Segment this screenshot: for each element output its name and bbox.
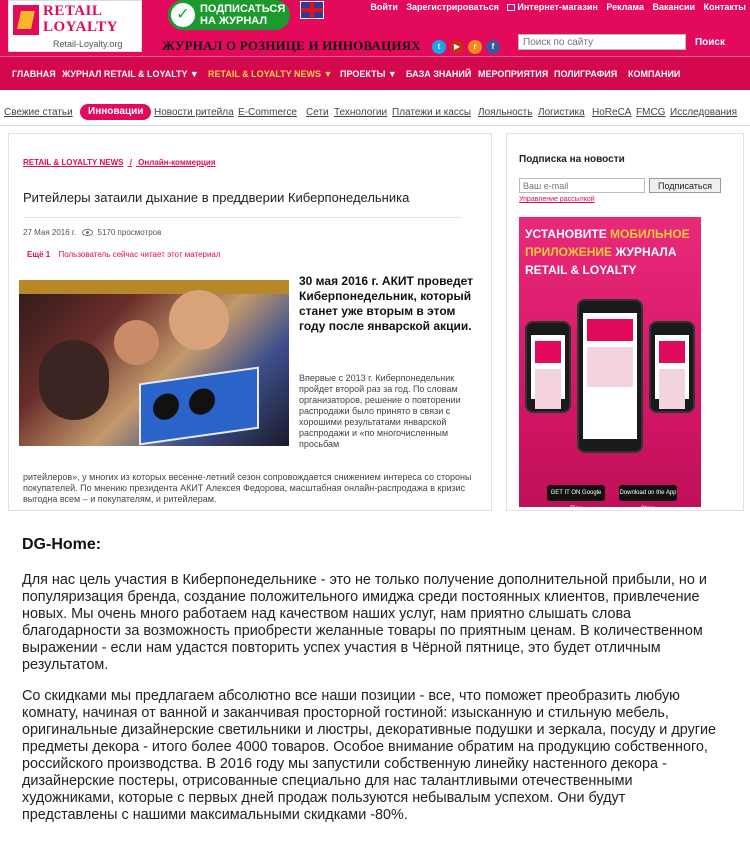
ad-word-install: УСТАНОВИТЕ <box>525 227 607 241</box>
cat-tech[interactable]: Технологии <box>334 107 388 118</box>
login-link[interactable]: Войти <box>370 2 398 12</box>
email-field[interactable] <box>519 178 645 193</box>
cat-research[interactable]: Исследования <box>670 107 738 118</box>
category-nav <box>0 100 750 126</box>
logo-site-url: Retail-Loyalty.org <box>53 39 123 49</box>
cat-horeca[interactable]: HoReCA <box>592 107 632 118</box>
site-logo[interactable] <box>8 0 142 52</box>
top-links <box>364 2 746 12</box>
paragraph-1: Для нас цель участия в Киберпонедельнике - это не только получение дополнительной прибыли, но и популяризация бренда, создание положительного имиджа среди постоянных клиентов, привлечение новых. Мы очень много работаем над качеством наших услуг, нам приятно слышать слова благодарности за возможность приобрести желанные товары по приятным ценам. В количественном выражении - если нам удастся повторить успех участия в Чёрной пятнице, это будет отличным результатом. <box>22 572 707 673</box>
site-tagline: ЖУРНАЛ О РОЗНИЦЕ И ИННОВАЦИЯХ <box>162 38 421 53</box>
shop-link[interactable] <box>507 2 597 12</box>
article-date: 27 Мая 2016 г. <box>23 228 77 237</box>
readers-count: Ещё 1 <box>27 250 51 259</box>
cat-logistics[interactable]: Логистика <box>538 107 585 118</box>
phone-image-center <box>577 299 643 453</box>
article-meta <box>23 228 161 237</box>
article-body: Впервые с 2013 г. Киберпонедельник пройдет второй раз за год. По словам организаторов, решение о повторении распродажи было принято в связи с хорошими результатами январской распродажи и «по многочисленным просьбам <box>299 373 461 449</box>
article-card <box>8 133 492 511</box>
article-lead: 30 мая 2016 г. АКИТ проведет Киберпонедельник, который станет уже вторым в этом году после январской акции. <box>299 274 473 333</box>
ad-word-mobile: МОБИЛЬНОЕ <box>610 227 690 241</box>
search-input[interactable] <box>518 34 686 50</box>
readers-text: Пользователь сейчас читает этот материал <box>58 250 221 259</box>
cat-fmcg[interactable]: FMCG <box>636 107 666 118</box>
subscribe-magazine-button[interactable] <box>168 0 290 30</box>
nav-companies[interactable]: КОМПАНИИ <box>628 69 681 79</box>
crumb-news[interactable]: RETAIL & LOYALTY NEWS <box>23 158 124 167</box>
cat-innovations-active[interactable]: Инновации <box>80 104 151 120</box>
jobs-link[interactable]: Вакансии <box>652 2 696 12</box>
subscribe-line2: НА ЖУРНАЛ <box>200 15 268 27</box>
google-play-badge[interactable]: GET IT ON Google Play <box>547 485 605 501</box>
logo-text-retail: RETAIL <box>43 3 103 19</box>
contacts-link[interactable]: Контакты <box>703 2 746 12</box>
nav-events[interactable]: МЕРОПРИЯТИЯ <box>478 69 549 79</box>
logo-mark-icon <box>13 5 39 35</box>
crumb-separator: / <box>129 158 132 167</box>
cart-icon <box>507 4 515 11</box>
article-views: 5170 просмотров <box>97 228 162 237</box>
paragraph-2: Со скидками мы предлагаем абсолютно все наши позиции - все, что поможет преобразить любую комнату, начиная от ванной и заканчивая просторной гостиной: изысканную и стильную мебель, оригинальные дизайнерские светильники и люстры, декоративные подушки и зеркала, посуду и другие предметы декора - итого более 4000 товаров. Особое внимание обратим на продукцию собственного, российского производства. В 2016 году мы запустили собственную линейку настенного декора - дизайнерские постеры, отрисованные специально для нас талантливыми отечественными художниками, которые с первых дней продаж пользуются небывалым успехом. Они будут представлены с нашими максимальными скидками -80%. <box>22 688 717 823</box>
phone-image-right <box>649 321 695 413</box>
newsletter-subscribe-button[interactable]: Подписаться <box>649 178 721 193</box>
cat-loyalty[interactable]: Лояльность <box>478 107 533 118</box>
ads-link[interactable]: Реклама <box>606 2 644 12</box>
sidebar <box>506 133 744 511</box>
ad-headline <box>525 225 697 279</box>
readers-now <box>27 250 221 259</box>
newsletter-title: Подписка на новости <box>519 154 625 165</box>
youtube-icon[interactable]: ▶ <box>450 40 464 54</box>
title-divider <box>23 217 461 218</box>
nav-home[interactable]: ГЛАВНАЯ <box>12 69 56 79</box>
check-icon: ✓ <box>171 3 195 27</box>
cat-payments[interactable]: Платежи и кассы <box>392 107 472 118</box>
cat-ecommerce[interactable]: E-Commerce <box>238 107 297 118</box>
nav-magazine[interactable]: ЖУРНАЛ RETAIL & LOYALTY ▼ <box>62 69 199 79</box>
ad-word-magazine: ЖУРНАЛА <box>615 245 677 259</box>
section-heading: DG-Home: <box>22 536 102 553</box>
article-photo <box>19 280 289 446</box>
shop-link-label: Интернет-магазин <box>517 2 598 12</box>
main-nav <box>0 56 750 90</box>
app-store-badge[interactable]: Download on the App Store <box>619 485 677 501</box>
nav-projects[interactable]: ПРОЕКТЫ ▼ <box>340 69 397 79</box>
cat-retail-news[interactable]: Новости ритейла <box>154 107 234 118</box>
cat-chains[interactable]: Сети <box>306 107 329 118</box>
article-body-continued: ритейлеров», у многих из которых весенне-летний сезон сопровождается снижением интереса со стороны покупателей. По мнению президента АКИТ Алексея Федорова, масштабная онлайн-распродажа в кризис выгодна всем – и покупателям, и ритейлерам. <box>23 472 472 504</box>
crumb-ecommerce[interactable]: Онлайн-коммерция <box>138 158 216 167</box>
article-title: Ритейлеры затаили дыхание в преддверии Киберпонедельника <box>23 190 410 205</box>
subscribe-line1: ПОДПИСАТЬСЯ <box>200 3 286 15</box>
facebook-icon[interactable]: f <box>486 40 500 54</box>
cat-fresh[interactable]: Свежие статьи <box>4 107 73 118</box>
breadcrumb <box>23 158 220 167</box>
twitter-icon[interactable]: t <box>432 40 446 54</box>
manage-subscription-link[interactable]: Управление рассылкой <box>519 196 595 203</box>
search-button[interactable]: Поиск <box>688 33 732 51</box>
register-link[interactable]: Зарегистрироваться <box>406 2 499 12</box>
logo-text-loyalty: LOYALTY <box>43 19 118 35</box>
ad-word-app: ПРИЛОЖЕНИЕ <box>525 245 612 259</box>
app-ad-banner[interactable] <box>519 217 701 512</box>
nav-printing[interactable]: ПОЛИГРАФИЯ <box>554 69 618 79</box>
site-header <box>0 0 750 56</box>
nav-news[interactable]: RETAIL & LOYALTY NEWS ▼ <box>208 69 333 79</box>
phone-image-left <box>525 321 571 413</box>
nav-knowledge[interactable]: БАЗА ЗНАНИЙ <box>406 69 472 79</box>
rss-icon[interactable]: r <box>468 40 482 54</box>
eye-icon <box>82 229 93 236</box>
english-flag-icon[interactable] <box>300 1 324 19</box>
ad-word-brand: RETAIL & LOYALTY <box>525 263 637 277</box>
